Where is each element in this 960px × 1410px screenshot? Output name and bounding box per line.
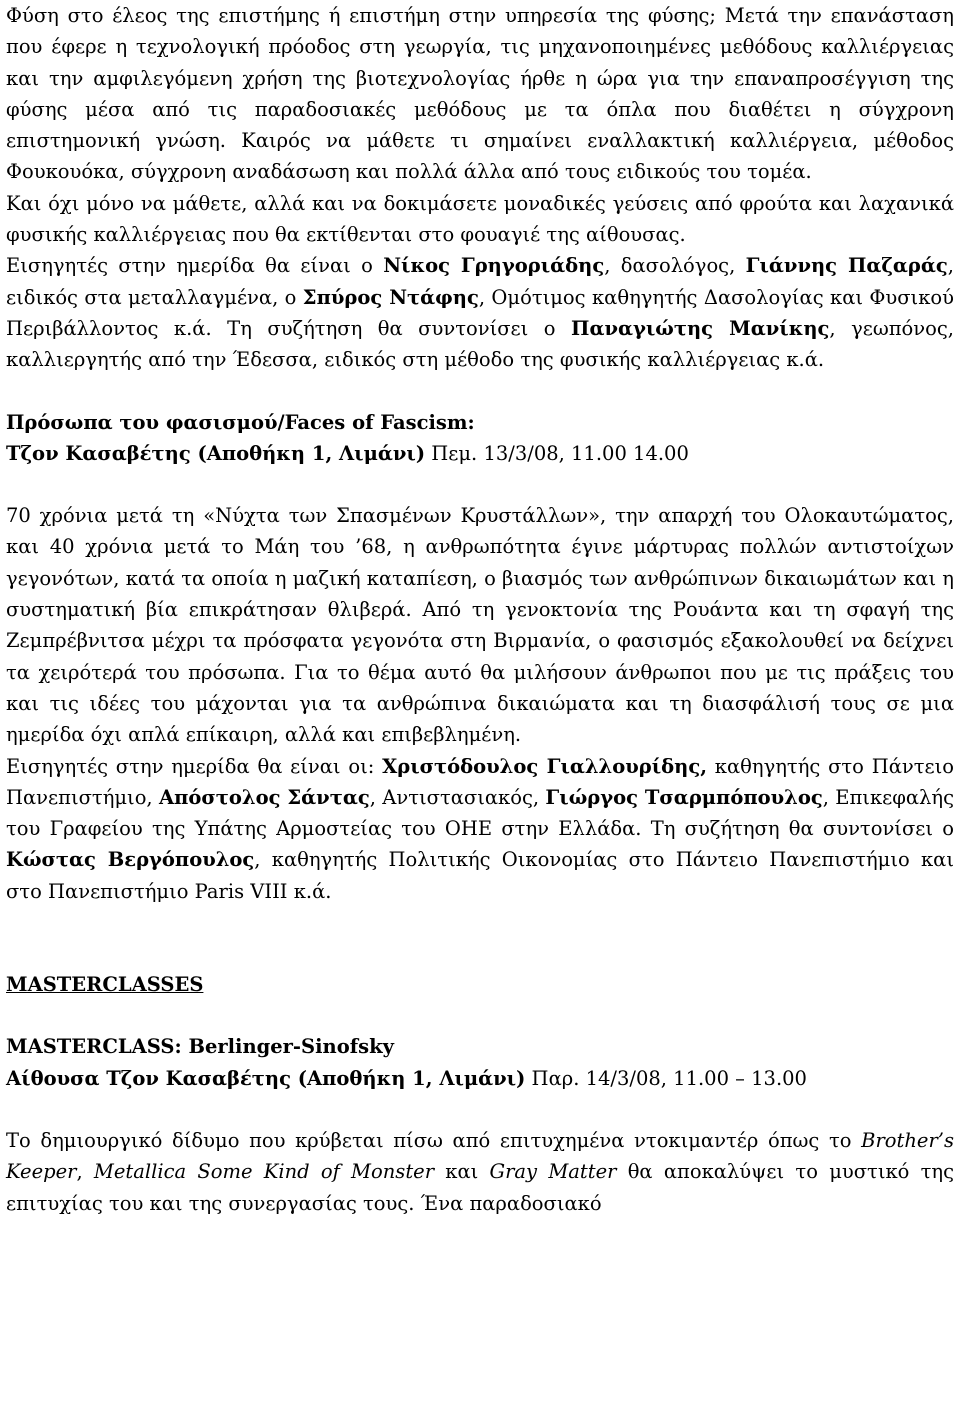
paragraph-masterclass-intro: Το δημιουργικό δίδυμο που κρύβεται πίσω από επιτυχημένα ντοκιμαντέρ όπως το Brother’s Keeper, Metallica Some Kind of Monster και Gray Matter θα αποκαλύψει το μυστικό της επιτυχίας του και της συνεργασίας τους. Ένα παραδοσιακό <box>6 1128 955 1215</box>
paragraph-fascism-intro: 70 χρόνια μετά τη «Νύχτα των Σπασμένων Κρυστάλλων», την απαρχή του Ολοκαυτώματος, και 40 χρόνια μετά το Μάη του ’68, η ανθρωπότητα έγινε μάρτυρας πολλών αντιστοίχων γεγονότων, κατά τα οποία η μαζική καταπίεση, ο βιασμός των ανθρώπινων δικαιωμάτων και η συστηματική βία επικράτησαν θλιβερά. Από τη γενοκτονία της Ρουάντα και τη σφαγή της Ζεμπρέβνιτσα μέχρι τα πρόσφατα γεγονότα στη Βιρμανία, ο φασισμός εξακολουθεί να δείχνει τα χειρότερά του πρόσωπα. Για το θέμα αυτό θα μιλήσουν άνθρωποι που με τις πράξεις του και τις ιδέες του μάχονται για τα ανθρώπινα δικαιώματα και τη διασφάλισή τους σε μια ημερίδα όχι απλά επίκαιρη, αλλά και επιβεβλημένη. <box>6 504 954 747</box>
speaker-name: Απόστολος Σάντας <box>158 785 370 809</box>
film-title: Gray Matter <box>489 1160 617 1184</box>
paragraph-tasting: Και όχι μόνο να μάθετε, αλλά και να δοκιμάσετε μοναδικές γεύσεις από φρούτα και λαχανικά φυσικής καλλιέργειας που θα εκτίθενται στο φουαγιέ της αίθουσας. <box>6 191 954 247</box>
speaker-name: Νίκος Γρηγοριάδης <box>383 254 605 278</box>
paragraph-speakers-nature: Εισηγητές στην ημερίδα θα είναι ο Νίκος Γρηγοριάδης, δασολόγος, Γιάννης Παζαράς, ειδικός στα μεταλλαγμένα, ο Σπύρος Ντάφης, Ομότιμος καθηγητής Δασολογίας και Φυσικού Περιβάλλοντος κ.ά. Τη συζήτηση θα συντονίσει ο Παναγιώτης Μανίκης, γεωπόνος, καλλιεργητής από την Έδεσσα, ειδικός στη μέθοδο της φυσικής καλλιέργειας κ.ά. <box>6 254 955 372</box>
event-title: Πρόσωπα του φασισμού/Faces of Fascism: <box>6 410 475 434</box>
event-datetime: Πεμ. 13/3/08, 11.00 14.00 <box>425 441 689 465</box>
speaker-name: Γιώργος Τσαρμπόπουλος <box>545 785 823 809</box>
masterclass-datetime: Παρ. 14/3/08, 11.00 – 13.00 <box>525 1066 807 1090</box>
section-heading-masterclasses: MASTERCLASSES <box>6 973 204 997</box>
masterclass-title: MASTERCLASS: Berlinger-Sinofsky <box>6 1035 394 1059</box>
moderator-name: Κώστας Βεργόπουλος <box>6 848 255 872</box>
film-title: Brother’s Keeper <box>6 1128 954 1184</box>
speaker-name: Χριστόδουλος Γιαλλουρίδης, <box>382 754 708 778</box>
event-venue-date <box>6 438 954 469</box>
film-title: Metallica Some Kind of Monster <box>93 1160 435 1184</box>
paragraph-speakers-fascism: Εισηγητές στην ημερίδα θα είναι οι: Χριστόδουλος Γιαλλουρίδης, καθηγητής στο Πάντειο Πανεπιστήμιο, Απόστολος Σάντας, Αντιστασιακός, Γιώργος Τσαρμπόπουλος, Επικεφαλής του Γραφείου της Υπάτης Αρμοστείας του ΟΗΕ στην Ελλάδα. Τη συζήτηση θα συντονίσει ο Κώστας Βεργόπουλος, καθηγητής Πολιτικής Οικονομίας στο Πάντειο Πανεπιστήμιο και στο Πανεπιστήμιο Paris VIII κ.ά. <box>6 754 955 903</box>
masterclass-venue: Αίθουσα Τζον Κασαβέτης (Αποθήκη 1, Λιμάνι) <box>6 1066 526 1090</box>
speaker-name: Γιάννης Παζαράς <box>745 254 948 278</box>
event-venue: Τζον Κασαβέτης (Αποθήκη 1, Λιμάνι) <box>6 441 426 465</box>
paragraph-nature-intro: Φύση στο έλεος της επιστήμης ή επιστήμη στην υπηρεσία της φύσης; Μετά την επανάσταση που έφερε η τεχνολογική πρόοδος στη γεωργία, τις μηχανοποιημένες μεθόδους καλλιέργειας και την αμφιλεγόμενη χρήση της βιοτεχνολογίας ήρθε η ώρα για την επαναπροσέγγιση της φύσης μέσα από τις παραδοσιακές μεθόδους με τα όπλα που διαθέτει η σύγχρονη επιστημονική γνώση. Καιρός να μάθετε τι σημαίνει εναλλακτική καλλιέργεια, μέθοδος Φουκουόκα, σύγχρονη αναδάσωση και πολλά άλλα από τους ειδικούς του τομέα. <box>6 4 954 184</box>
speaker-name: Σπύρος Ντάφης <box>302 285 479 309</box>
masterclass-venue-date <box>6 1063 954 1094</box>
moderator-name: Παναγιώτης Μανίκης <box>571 316 830 340</box>
